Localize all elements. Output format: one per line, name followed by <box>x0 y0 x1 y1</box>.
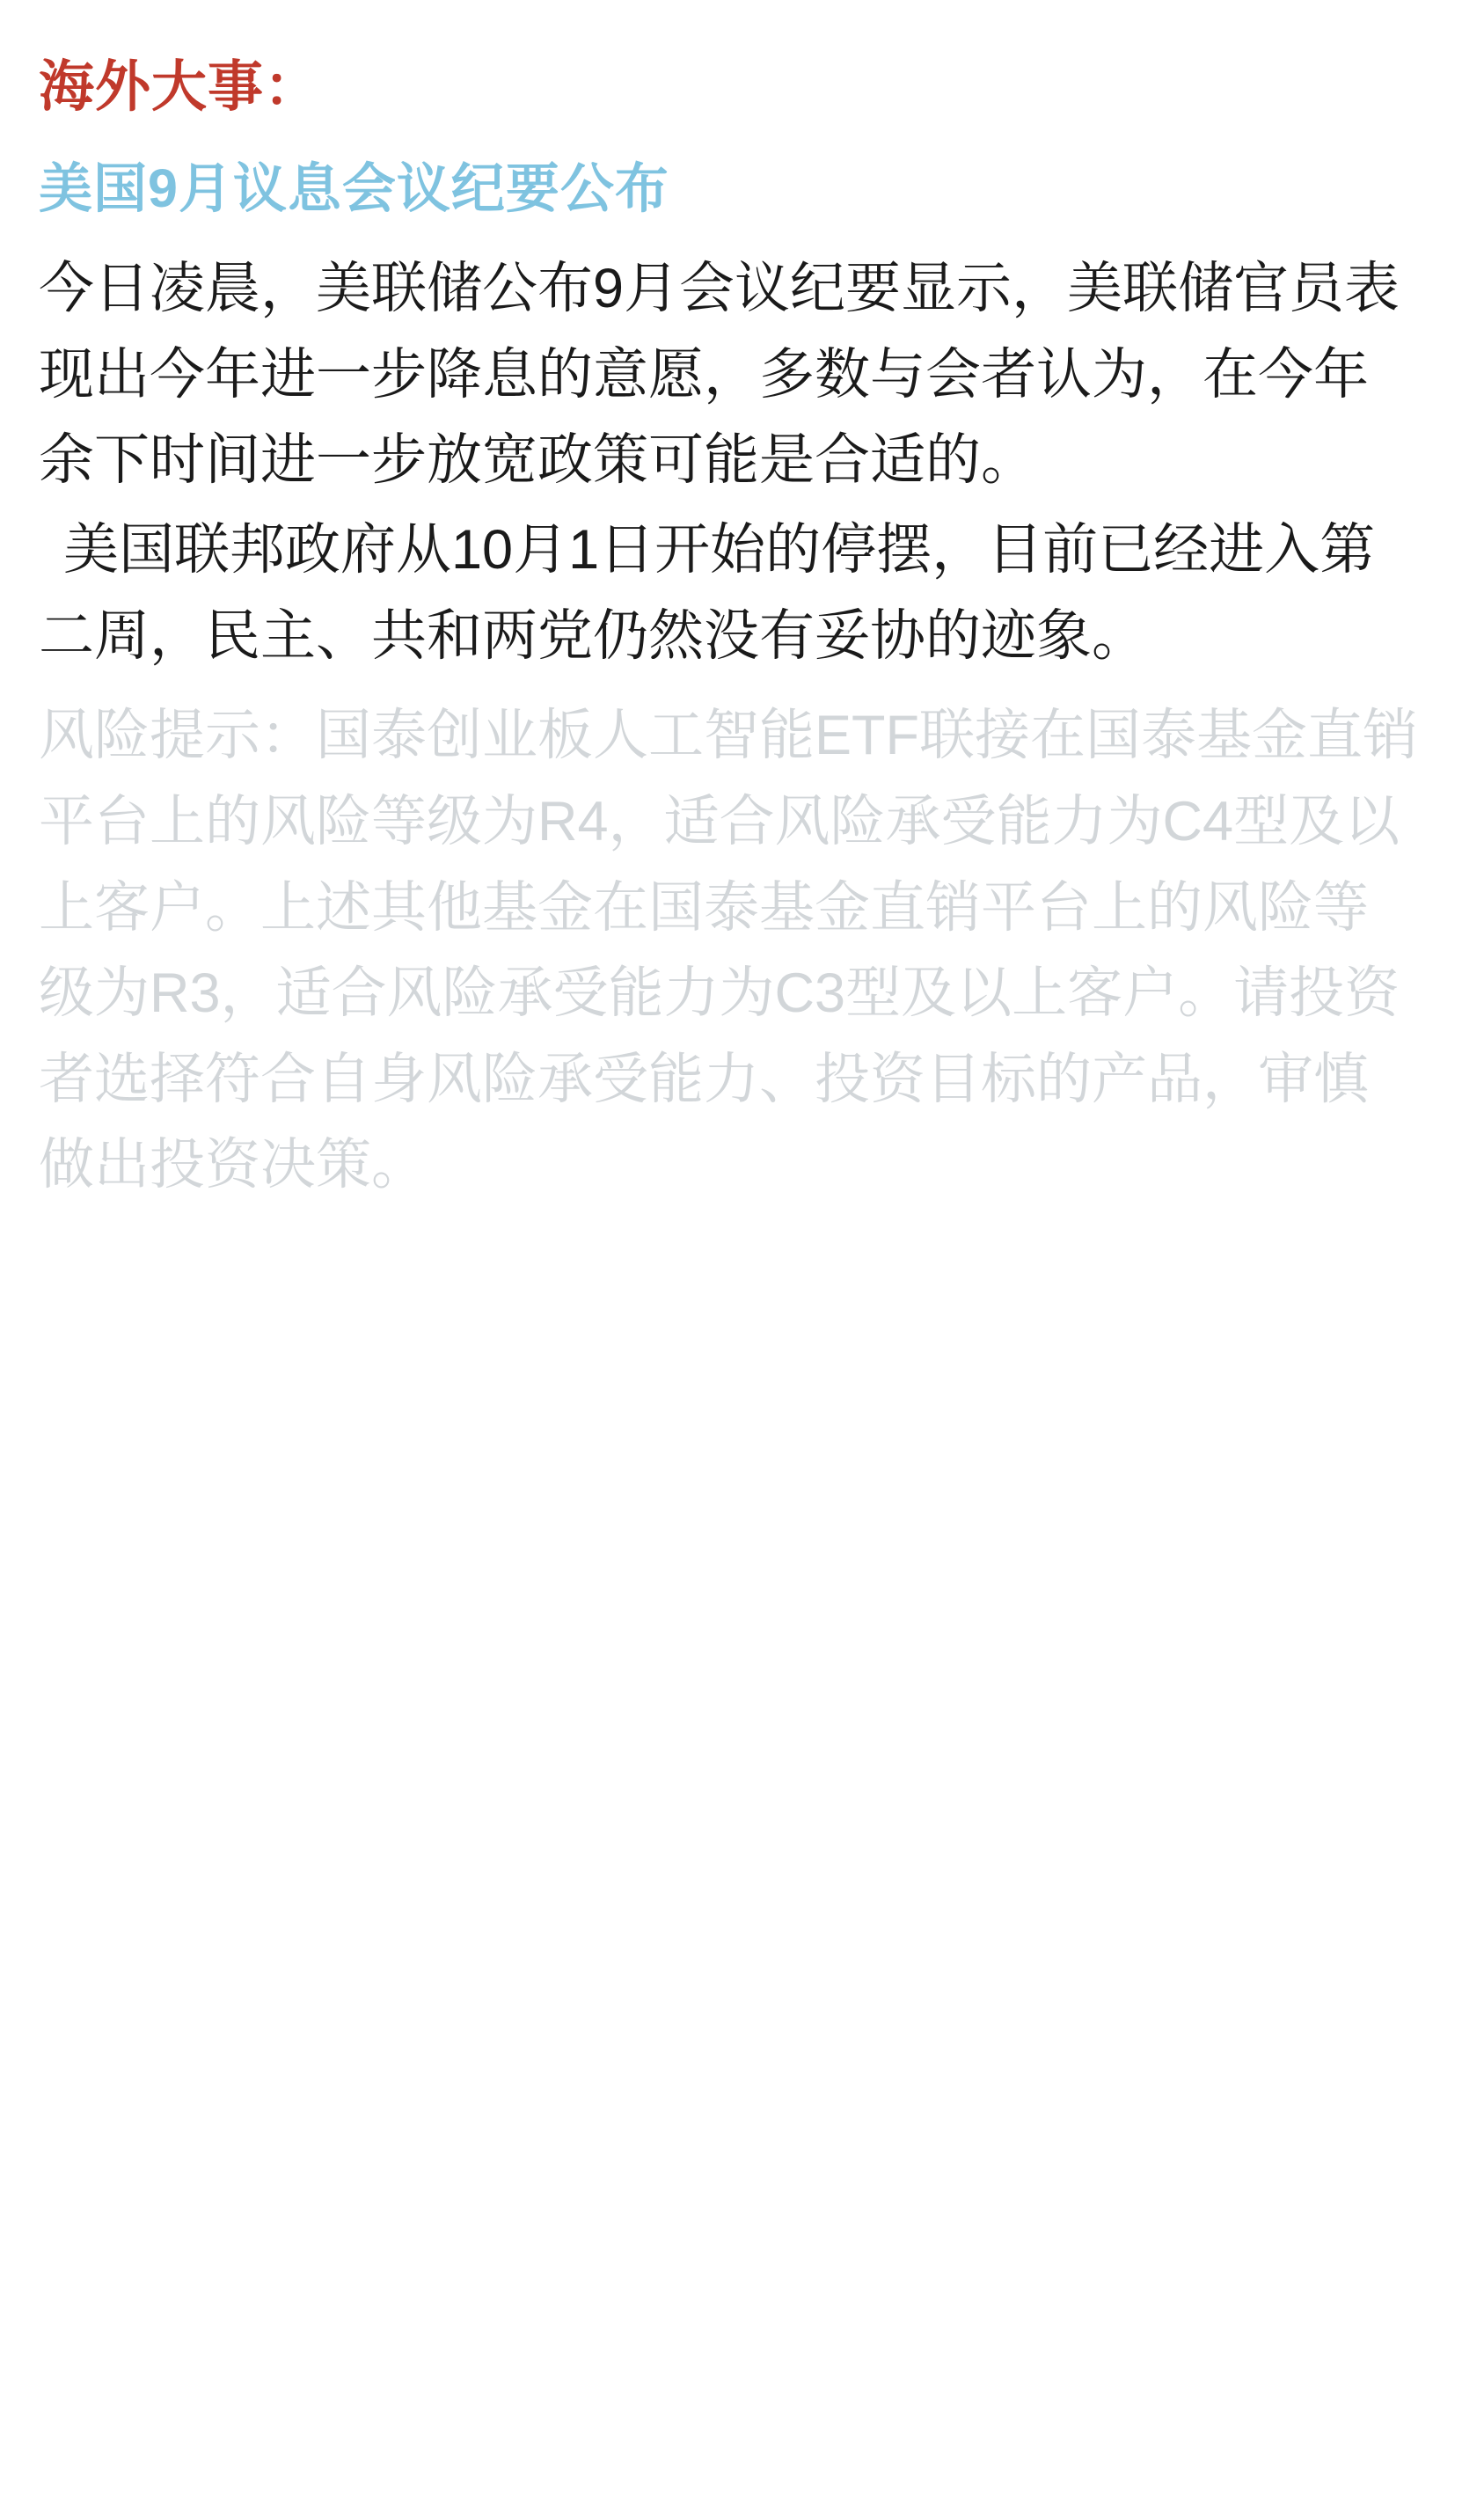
section-heading: 海外大事： <box>39 56 320 118</box>
article-paragraph: 美国联邦政府从10月1日开始的停摆，目前已经进入第二周，民主、共和两党仍然没有妥协的迹象。 <box>39 518 1376 667</box>
risk-disclaimer-text: 风险提示：国泰创业板人工智能ETF联接在国泰基金直销平台上的风险等级为R4，适合风险承受能力为C4型及以上客户。上述其他基金在国泰基金直销平台上的风险等级为R3，适合风险承受能力为C3型及以上客户。请投资者选择符合自身风险承受能力、投资目标的产品，审慎做出投资决策。 <box>39 705 1418 1196</box>
article-subheading: 美国9月议息会议纪要公布 <box>39 157 669 218</box>
article-paragraph: 今日凌晨，美联储公布9月会议纪要显示，美联储官员表现出今年进一步降息的意愿，多数与会者认为，在今年余下时间进一步放宽政策可能是合适的。 <box>39 258 1400 492</box>
